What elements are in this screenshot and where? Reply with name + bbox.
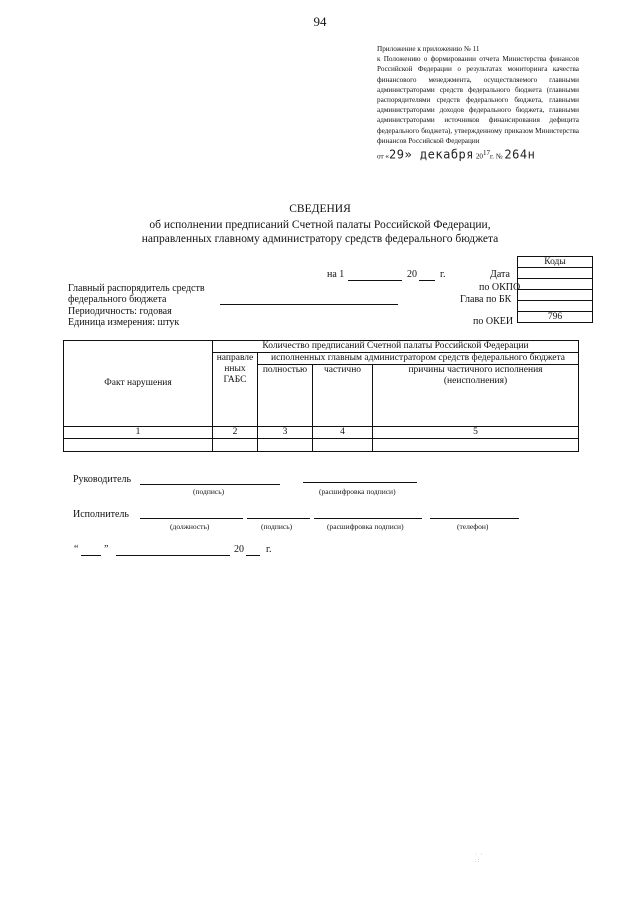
distributor-name-line bbox=[220, 304, 398, 305]
executor-position-caption: (должность) bbox=[170, 522, 210, 531]
data-cell[interactable] bbox=[373, 439, 579, 452]
date-quote-open: “ bbox=[74, 544, 79, 555]
codes-box bbox=[517, 256, 593, 323]
head-decode-line bbox=[303, 482, 417, 483]
code-empty-cell[interactable] bbox=[518, 301, 593, 312]
okpo-label: по ОКПО bbox=[479, 282, 521, 293]
appendix-title: Приложение к приложению № 11 bbox=[377, 45, 480, 53]
executor-signature-caption: (подпись) bbox=[261, 522, 293, 531]
document-title: СВЕДЕНИЯ bbox=[289, 203, 351, 215]
okei-label: по ОКЕИ bbox=[473, 316, 514, 327]
scan-speckle: · · .: bbox=[475, 852, 484, 864]
executed-header: исполненных главным администратором средств федерального бюджета bbox=[258, 353, 579, 365]
codes-title: Коды bbox=[518, 257, 593, 268]
col-number-5: 5 bbox=[373, 427, 579, 439]
data-cell[interactable] bbox=[213, 439, 258, 452]
appendix-order-ref bbox=[377, 148, 579, 162]
col-sent-gabs: направле нных ГАБС bbox=[213, 353, 258, 427]
col-number-3: 3 bbox=[258, 427, 313, 439]
group-header: Количество предписаний Счетной палаты Российской Федерации bbox=[213, 341, 579, 353]
col-number-1: 1 bbox=[64, 427, 213, 439]
appendix-text: к Положению о формировании отчета Министерства финансов Российской Федерации о результатах мониторинга качества финансового менеджмента, осуществляемого главными администраторами средств федерального бюджета (главными распорядителями средств федерального бюджета, главными администраторами доходов федерального бюджета, главными администраторами источников финансирования дефицита федерального бюджета), утвержденному приказом Министерства финансов Российской Федерации bbox=[377, 55, 579, 145]
date-quote-close: ” bbox=[104, 544, 109, 555]
executor-decode-line bbox=[314, 518, 422, 519]
data-cell[interactable] bbox=[313, 439, 373, 452]
col-partial: частично bbox=[313, 365, 373, 427]
data-cell[interactable] bbox=[258, 439, 313, 452]
footer-g: г. bbox=[266, 544, 272, 555]
col-full: полностью bbox=[258, 365, 313, 427]
unit-label: Единица измерения: штук bbox=[68, 317, 180, 328]
glava-label: Глава по БК bbox=[460, 294, 512, 305]
executor-label: Исполнитель bbox=[73, 509, 129, 520]
executor-signature-line bbox=[247, 518, 310, 519]
code-date-cell[interactable] bbox=[518, 268, 593, 279]
document-subtitle-1: об исполнении предписаний Счетной палаты Российской Федерации, bbox=[149, 219, 491, 231]
document-subtitle-2: направленных главному администратору средств федерального бюджета bbox=[141, 233, 499, 245]
executor-decode-caption: (расшифровка подписи) bbox=[327, 522, 404, 531]
order-number: 264н bbox=[504, 147, 536, 162]
order-year-prefix: 20 bbox=[475, 152, 483, 161]
order-g: г. № bbox=[490, 152, 503, 161]
col-number-2: 2 bbox=[213, 427, 258, 439]
head-signature-line bbox=[140, 484, 280, 485]
chief-distributor-label: Главный распорядитель средств bbox=[68, 283, 205, 294]
footer-day-line bbox=[81, 555, 101, 556]
periodicity-label: Периодичность: годовая bbox=[68, 306, 172, 317]
footer-month-line bbox=[116, 555, 230, 556]
date-label: Дата bbox=[490, 269, 510, 280]
data-cell[interactable] bbox=[64, 439, 213, 452]
code-okpo-cell[interactable] bbox=[518, 279, 593, 290]
date-na-1: на 1 bbox=[327, 269, 345, 280]
footer-year-20: 20 bbox=[234, 544, 244, 555]
executor-phone-caption: (телефон) bbox=[457, 522, 489, 531]
order-from: от « bbox=[377, 152, 390, 161]
code-okei-cell: 796 bbox=[518, 312, 593, 323]
footer-year-line bbox=[246, 555, 260, 556]
col-fact-violation: Факт нарушения bbox=[64, 341, 213, 427]
executor-position-line bbox=[140, 518, 243, 519]
order-date: 29» декабря bbox=[389, 147, 475, 162]
date-year-line bbox=[419, 280, 435, 281]
col-reasons: причины частичного исполнения (неисполнения) bbox=[373, 365, 579, 427]
date-year-20: 20 bbox=[407, 269, 417, 280]
head-label: Руководитель bbox=[73, 474, 132, 485]
executor-phone-line bbox=[430, 518, 519, 519]
code-glava-cell[interactable] bbox=[518, 290, 593, 301]
order-year-suffix: 17 bbox=[483, 149, 490, 158]
page-number: 94 bbox=[313, 14, 327, 29]
head-signature-caption: (подпись) bbox=[193, 487, 225, 496]
date-day-month-line bbox=[348, 280, 402, 281]
main-table bbox=[63, 340, 579, 452]
federal-budget-label: федерального бюджета bbox=[68, 294, 167, 305]
date-g: г. bbox=[440, 269, 446, 280]
col-number-4: 4 bbox=[313, 427, 373, 439]
head-decode-caption: (расшифровка подписи) bbox=[319, 487, 396, 496]
appendix-block bbox=[377, 44, 579, 162]
